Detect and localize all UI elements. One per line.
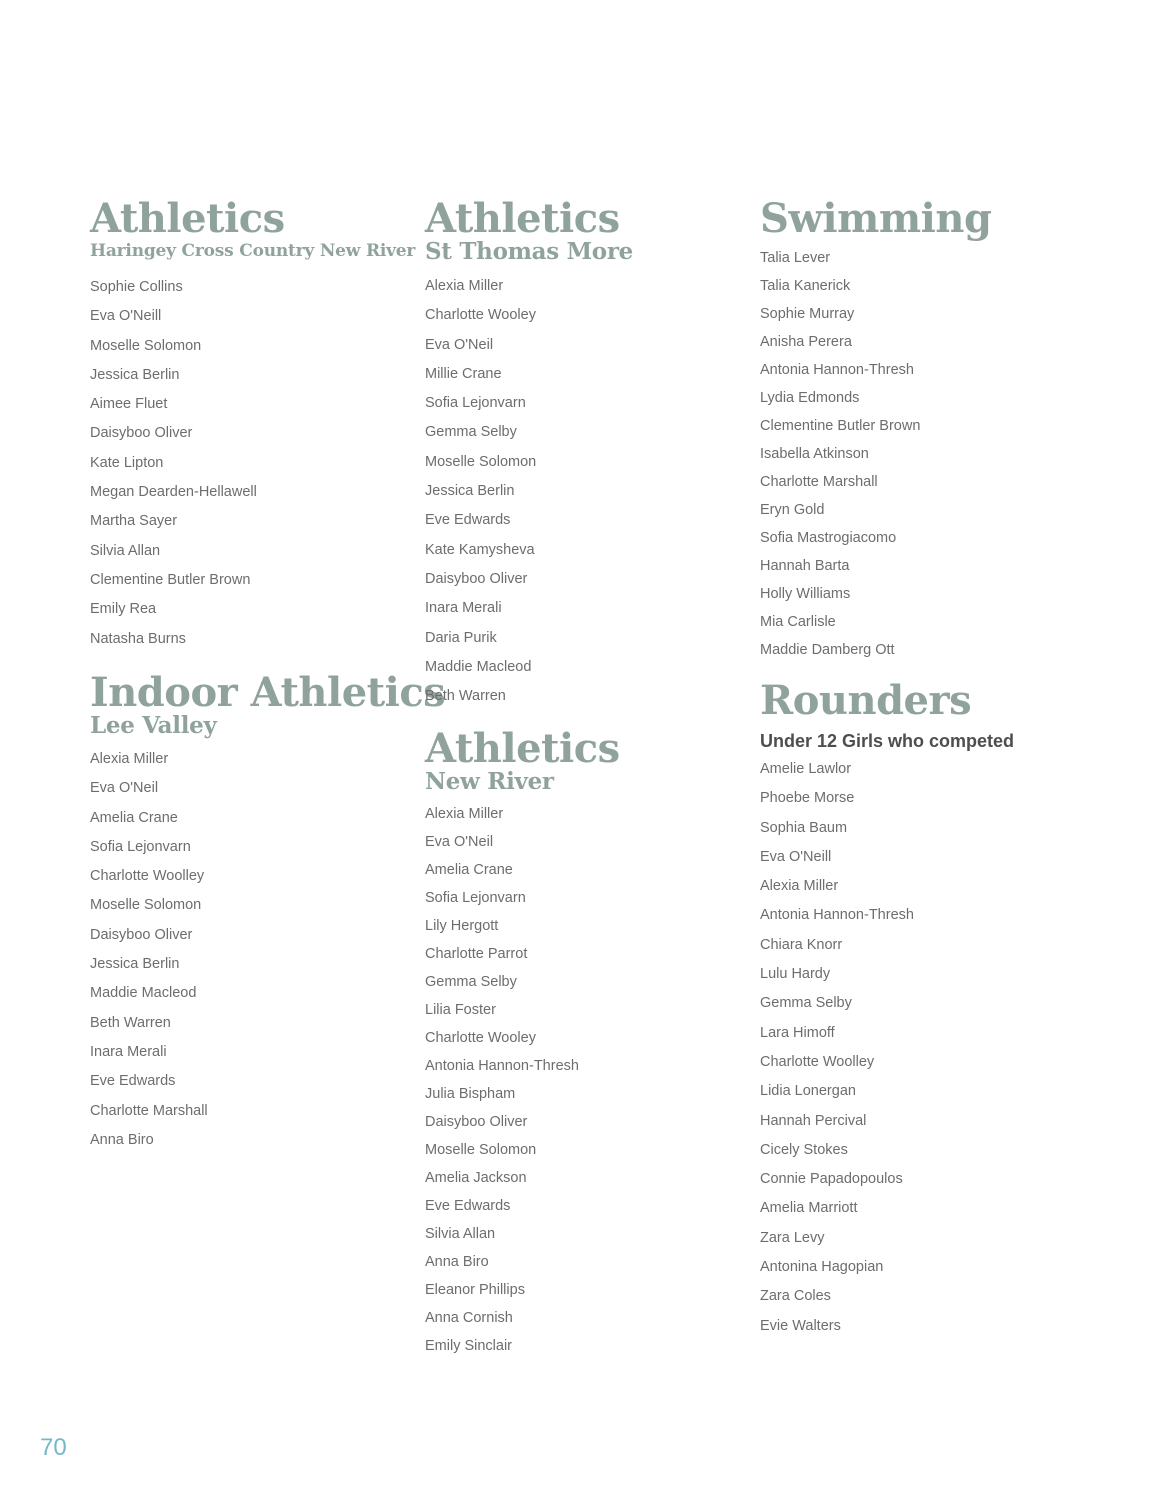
name-list [760, 755, 1100, 1341]
list-item: Maddie Macleod [90, 985, 197, 1002]
name-list [90, 273, 430, 654]
list-item: Clementine Butler Brown [760, 418, 921, 434]
list-item: Amelia Crane [90, 809, 178, 826]
section-title: Swimming [760, 195, 992, 242]
section-subtitle: New River [425, 768, 554, 795]
list-item: Eva O'Neill [90, 308, 162, 325]
name-list [760, 244, 1100, 664]
list-item: Sophie Collins [90, 279, 183, 295]
list-item: Talia Kanerick [760, 278, 851, 294]
list-item: Anisha Perera [760, 334, 852, 350]
list-item: Eve Edwards [90, 1073, 176, 1090]
list-item: Charlotte Wooley [425, 1030, 536, 1046]
list-item: Natasha Burns [90, 630, 186, 647]
list-item: Alexia Miller [425, 806, 504, 822]
list-item: Lara Himoff [760, 1024, 835, 1041]
list-item: Anna Biro [90, 1131, 154, 1148]
list-item: Lidia Lonergan [760, 1083, 856, 1100]
list-item: Chiara Knorr [760, 936, 843, 953]
list-item: Mia Carlisle [760, 614, 836, 630]
list-item: Sofia Lejonvarn [425, 890, 526, 906]
list-item: Amelia Jackson [425, 1170, 527, 1186]
list-item: Zara Coles [760, 1288, 831, 1305]
list-item: Maddie Macleod [425, 658, 532, 675]
list-item: Cicely Stokes [760, 1141, 848, 1158]
section-title: Athletics [90, 195, 285, 242]
list-item: Gemma Selby [425, 424, 517, 441]
list-item: Charlotte Woolley [760, 1053, 875, 1070]
list-item: Anna Biro [425, 1254, 489, 1270]
section-rounders [760, 677, 1100, 1341]
list-item: Daisyboo Oliver [90, 425, 193, 442]
list-item: Lily Hergott [425, 918, 499, 934]
list-item: Moselle Solomon [90, 897, 202, 914]
name-list [425, 800, 765, 1360]
list-item: Beth Warren [90, 1014, 171, 1031]
section-title: Athletics [425, 195, 620, 242]
list-item: Amelie Lawlor [760, 761, 852, 777]
list-item: Moselle Solomon [425, 1142, 537, 1158]
list-item: Gemma Selby [425, 974, 517, 990]
list-item: Charlotte Woolley [90, 868, 205, 885]
list-item: Evie Walters [760, 1317, 841, 1334]
list-item: Alexia Miller [425, 278, 504, 294]
section-athletics-st-thomas-more [425, 195, 765, 711]
list-item: Inara Merali [425, 600, 502, 617]
list-item: Megan Dearden-Hellawell [90, 484, 257, 501]
list-item: Antonia Hannon-Thresh [425, 1058, 579, 1074]
list-item: Emily Rea [90, 601, 157, 618]
list-item: Daria Purik [425, 629, 497, 646]
list-item: Sophie Murray [760, 306, 855, 322]
list-item: Daisyboo Oliver [425, 1114, 528, 1130]
section-title: Indoor Athletics [90, 669, 446, 716]
list-item: Daisyboo Oliver [425, 570, 528, 587]
list-item: Eleanor Phillips [425, 1282, 525, 1298]
list-item: Clementine Butler Brown [90, 571, 251, 588]
list-item: Eryn Gold [760, 502, 825, 518]
list-item: Lilia Foster [425, 1002, 496, 1018]
list-item: Silvia Allan [425, 1226, 496, 1242]
list-item: Amelia Crane [425, 862, 513, 878]
list-item: Antonina Hagopian [760, 1259, 884, 1276]
name-list [90, 745, 430, 1155]
section-title: Rounders [760, 677, 972, 724]
list-item: Martha Sayer [90, 513, 178, 530]
list-item: Eva O'Neil [425, 336, 494, 353]
list-item: Moselle Solomon [425, 453, 537, 470]
list-item: Silvia Allan [90, 542, 161, 559]
section-subtitle: Haringey Cross Country New River [90, 241, 416, 261]
list-item: Sofia Lejonvarn [425, 395, 526, 412]
list-item: Eva O'Neil [425, 834, 494, 850]
list-item: Phoebe Morse [760, 790, 855, 807]
section-indoor-athletics [90, 669, 446, 1155]
list-item: Eva O'Neil [90, 780, 159, 797]
section-subtitle: Lee Valley [90, 712, 217, 739]
list-item: Antonia Hannon-Thresh [760, 362, 914, 378]
list-item: Alexia Miller [760, 878, 839, 895]
list-item: Lydia Edmonds [760, 390, 860, 406]
page-number: 70 [40, 1434, 67, 1461]
list-item: Jessica Berlin [90, 366, 180, 383]
list-item: Holly Williams [760, 586, 851, 602]
list-item: Charlotte Marshall [760, 474, 878, 490]
list-item: Daisyboo Oliver [90, 926, 193, 943]
list-item: Gemma Selby [760, 995, 852, 1012]
list-item: Jessica Berlin [90, 956, 180, 973]
list-item: Connie Papadopoulos [760, 1171, 903, 1188]
list-item: Millie Crane [425, 365, 502, 382]
list-item: Jessica Berlin [425, 483, 515, 500]
list-item: Charlotte Wooley [425, 307, 536, 324]
list-item: Anna Cornish [425, 1310, 513, 1326]
section-athletics-new-river [425, 725, 765, 1360]
name-list [425, 272, 765, 711]
list-item: Kate Lipton [90, 454, 164, 471]
section-subheading: Under 12 Girls who competed [760, 731, 1015, 751]
list-item: Isabella Atkinson [760, 446, 869, 462]
list-item: Talia Lever [760, 250, 831, 266]
section-subtitle: St Thomas More [425, 238, 633, 265]
list-item: Sofia Lejonvarn [90, 838, 191, 855]
list-item: Aimee Fluet [90, 396, 168, 413]
list-item: Eva O'Neill [760, 848, 832, 865]
section-swimming [760, 195, 1100, 664]
list-item: Inara Merali [90, 1043, 167, 1060]
section-title: Athletics [425, 725, 620, 772]
list-item: Emily Sinclair [425, 1338, 513, 1354]
list-item: Lulu Hardy [760, 966, 831, 983]
list-item: Charlotte Parrot [425, 946, 528, 962]
list-item: Julia Bispham [425, 1086, 516, 1102]
list-item: Sophia Baum [760, 819, 848, 836]
list-item: Zara Levy [760, 1229, 825, 1246]
list-item: Antonia Hannon-Thresh [760, 907, 914, 924]
list-item: Moselle Solomon [90, 337, 202, 354]
list-item: Eve Edwards [425, 512, 511, 529]
list-item: Kate Kamysheva [425, 541, 535, 558]
list-item: Amelia Marriott [760, 1200, 858, 1217]
list-item: Hannah Barta [760, 558, 850, 574]
list-item: Alexia Miller [90, 751, 169, 767]
list-item: Eve Edwards [425, 1198, 511, 1214]
section-athletics-haringey [90, 195, 430, 654]
list-item: Maddie Damberg Ott [760, 642, 895, 658]
list-item: Beth Warren [425, 688, 506, 705]
list-item: Sofia Mastrogiacomo [760, 530, 897, 546]
list-item: Charlotte Marshall [90, 1102, 208, 1119]
list-item: Hannah Percival [760, 1112, 867, 1129]
